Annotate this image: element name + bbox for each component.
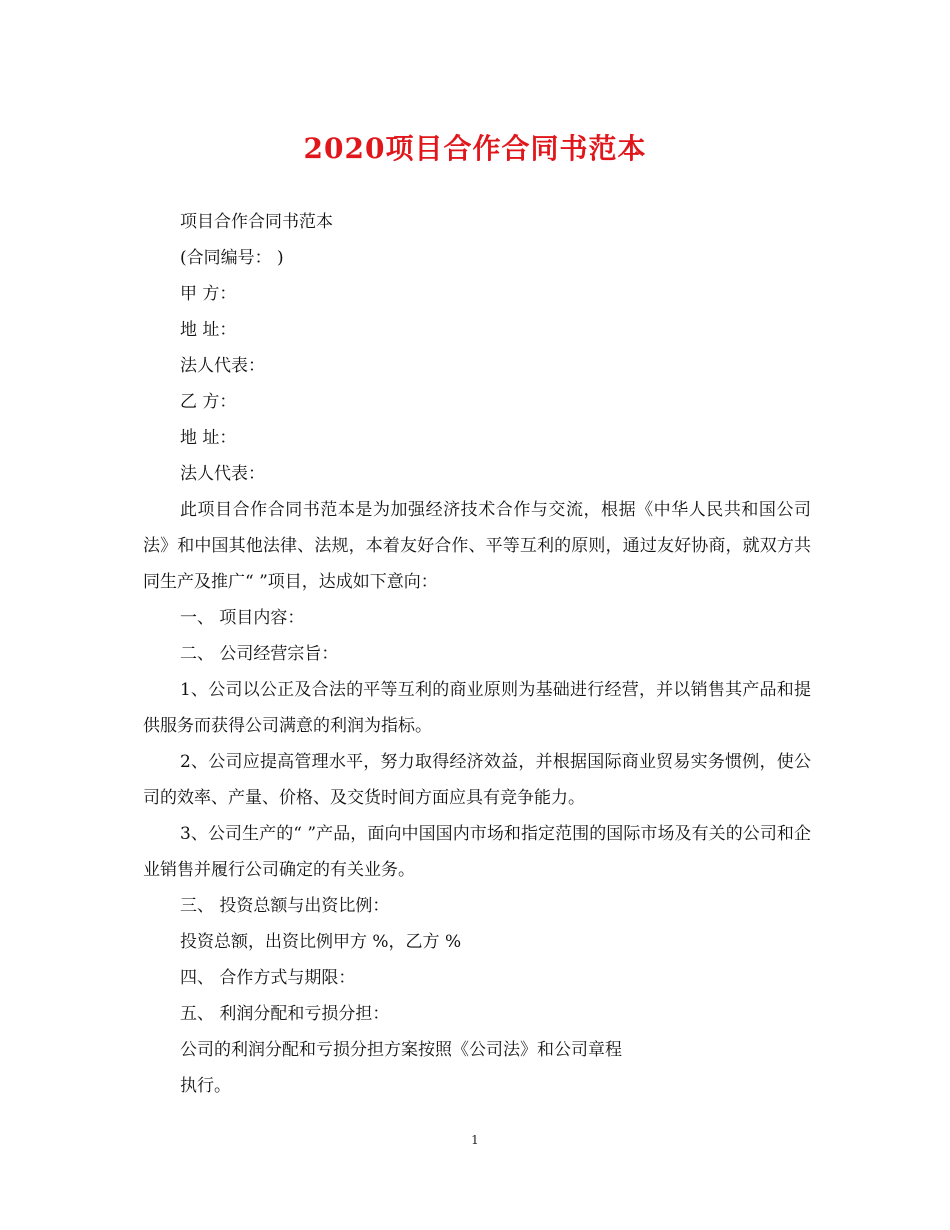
section-3-heading: 三、 投资总额与出资比例： (180, 896, 390, 916)
party-b: 乙 方： (180, 392, 237, 412)
section-1-heading: 一、 项目内容： (180, 608, 305, 628)
party-b-address: 地 址： (180, 428, 237, 448)
party-a-address: 地 址： (180, 320, 237, 340)
section-4-heading: 四、 合作方式与期限： (180, 968, 356, 988)
party-a: 甲 方： (180, 284, 237, 304)
contract-number: (合同编号： ) (180, 248, 284, 268)
clause-2: 2、公司应提高管理水平，努力取得经济效益，并根据国际商业贸易实务惯例，使公司的效率、产量、价格、及交货时间方面应具有竞争能力。 (143, 752, 811, 808)
intro-paragraph: 此项目合作合同书范本是为加强经济技术合作与交流，根据《中华人民共和国公司法》和中国其他法律、法规，本着友好合作、平等互利的原则，通过友好协商，就双方共同生产及推广“ ”项目，达成如下意向： (143, 500, 811, 592)
document-title: 2020项目合作合同书范本 (303, 132, 647, 165)
execute-line: 执行。 (180, 1076, 231, 1096)
section-5-heading: 五、 利润分配和亏损分担： (180, 1004, 390, 1024)
subtitle: 项目合作合同书范本 (180, 212, 333, 232)
document-body (143, 204, 811, 1104)
party-b-representative: 法人代表： (180, 464, 265, 484)
profit-line: 公司的利润分配和亏损分担方案按照《公司法》和公司章程 (180, 1040, 622, 1060)
party-a-representative: 法人代表： (180, 356, 265, 376)
clause-3: 3、公司生产的“ ”产品，面向中国国内市场和指定范围的国际市场及有关的公司和企业销售并履行公司确定的有关业务。 (143, 824, 811, 880)
investment-line: 投资总额，出资比例甲方 %，乙方 % (180, 932, 462, 952)
section-2-heading: 二、 公司经营宗旨： (180, 644, 339, 664)
clause-1: 1、公司以公正及合法的平等互利的商业原则为基础进行经营，并以销售其产品和提供服务而获得公司满意的利润为指标。 (143, 680, 811, 736)
page-number: 1 (471, 1133, 479, 1147)
